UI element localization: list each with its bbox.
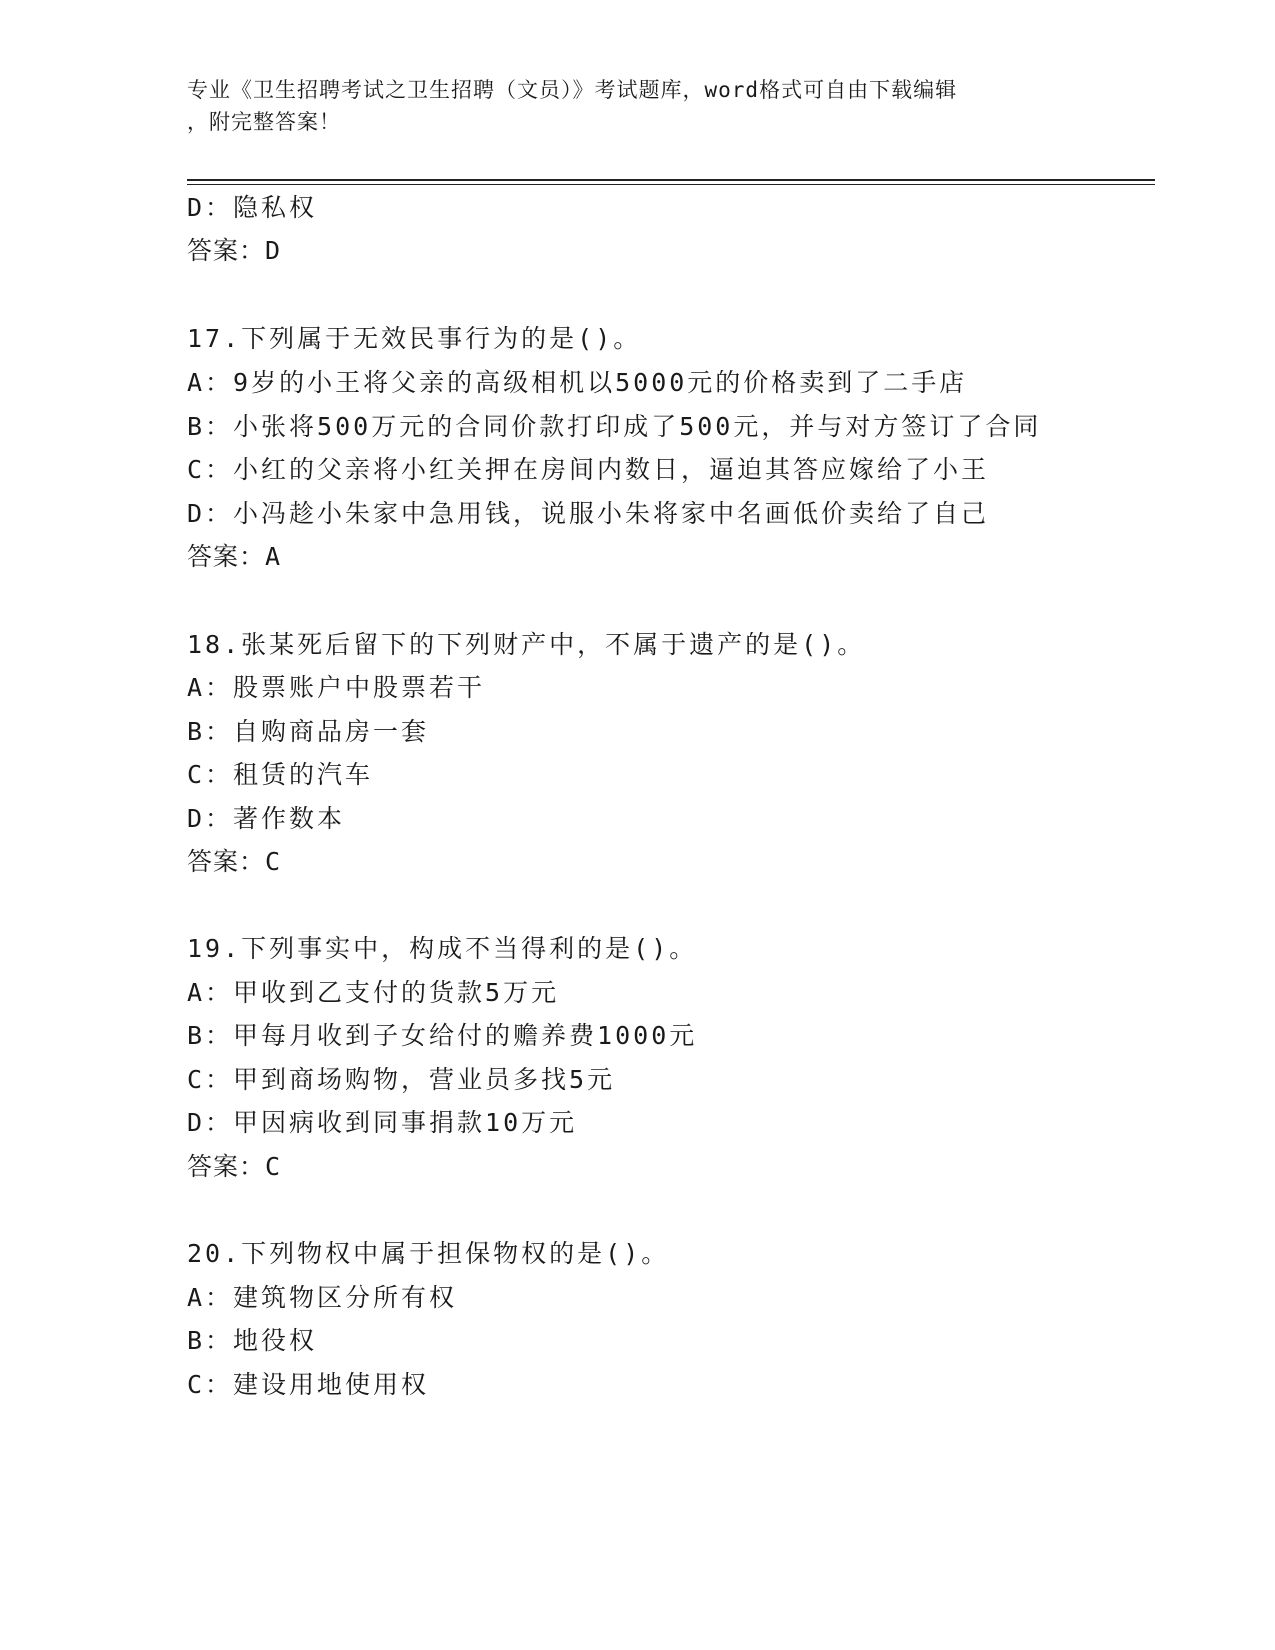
header-rule-thin xyxy=(187,184,1155,185)
option-d: D：著作数本 xyxy=(187,804,346,833)
option-d: D：甲因病收到同事捐款10万元 xyxy=(187,1108,578,1137)
answer-label: 答案： xyxy=(187,1152,266,1181)
answer-line xyxy=(187,540,281,574)
option-c: C：建设用地使用权 xyxy=(187,1370,430,1399)
header-line-1: 专业《卫生招聘考试之卫生招聘（文员）》考试题库，word格式可自由下载编辑 xyxy=(187,78,958,102)
document-header xyxy=(187,74,1067,138)
header-rule-thick xyxy=(187,179,1155,181)
answer-label: 答案： xyxy=(187,847,266,876)
option-c: C：小红的父亲将小红关押在房间内数日，逼迫其答应嫁给了小王 xyxy=(187,455,990,484)
answer-label: 答案： xyxy=(187,236,266,265)
option-b: B：地役权 xyxy=(187,1326,318,1355)
option-a: A：建筑物区分所有权 xyxy=(187,1283,458,1312)
answer-line xyxy=(187,845,281,879)
question-stem: 17.下列属于无效民事行为的是()。 xyxy=(187,324,642,353)
answer-value: D xyxy=(265,236,282,265)
option-b: B：自购商品房一套 xyxy=(187,717,430,746)
question-stem: 19.下列事实中，构成不当得利的是()。 xyxy=(187,934,698,963)
answer-value: A xyxy=(265,542,282,571)
option-b: B：甲每月收到子女给付的赡养费1000元 xyxy=(187,1021,698,1050)
answer-line xyxy=(187,234,281,268)
option-c: C：租赁的汽车 xyxy=(187,760,374,789)
option-d: D：小冯趁小朱家中急用钱，说服小朱将家中名画低价卖给了自己 xyxy=(187,499,990,528)
answer-value: C xyxy=(265,1152,282,1181)
answer-line xyxy=(187,1150,281,1184)
question-stem: 20.下列物权中属于担保物权的是()。 xyxy=(187,1239,670,1268)
option-a: A：甲收到乙支付的货款5万元 xyxy=(187,978,560,1007)
option-a: A：9岁的小王将父亲的高级相机以5000元的价格卖到了二手店 xyxy=(187,368,968,397)
answer-value: C xyxy=(265,847,282,876)
answer-label: 答案： xyxy=(187,542,266,571)
question-stem: 18.张某死后留下的下列财产中，不属于遗产的是()。 xyxy=(187,630,866,659)
option-c: C：甲到商场购物，营业员多找5元 xyxy=(187,1065,616,1094)
header-line-2: ，附完整答案！ xyxy=(187,110,341,134)
option-b: B：小张将500万元的合同价款打印成了500元，并与对方签订了合同 xyxy=(187,412,1042,441)
option-d: D：隐私权 xyxy=(187,193,318,222)
option-a: A：股票账户中股票若干 xyxy=(187,673,486,702)
